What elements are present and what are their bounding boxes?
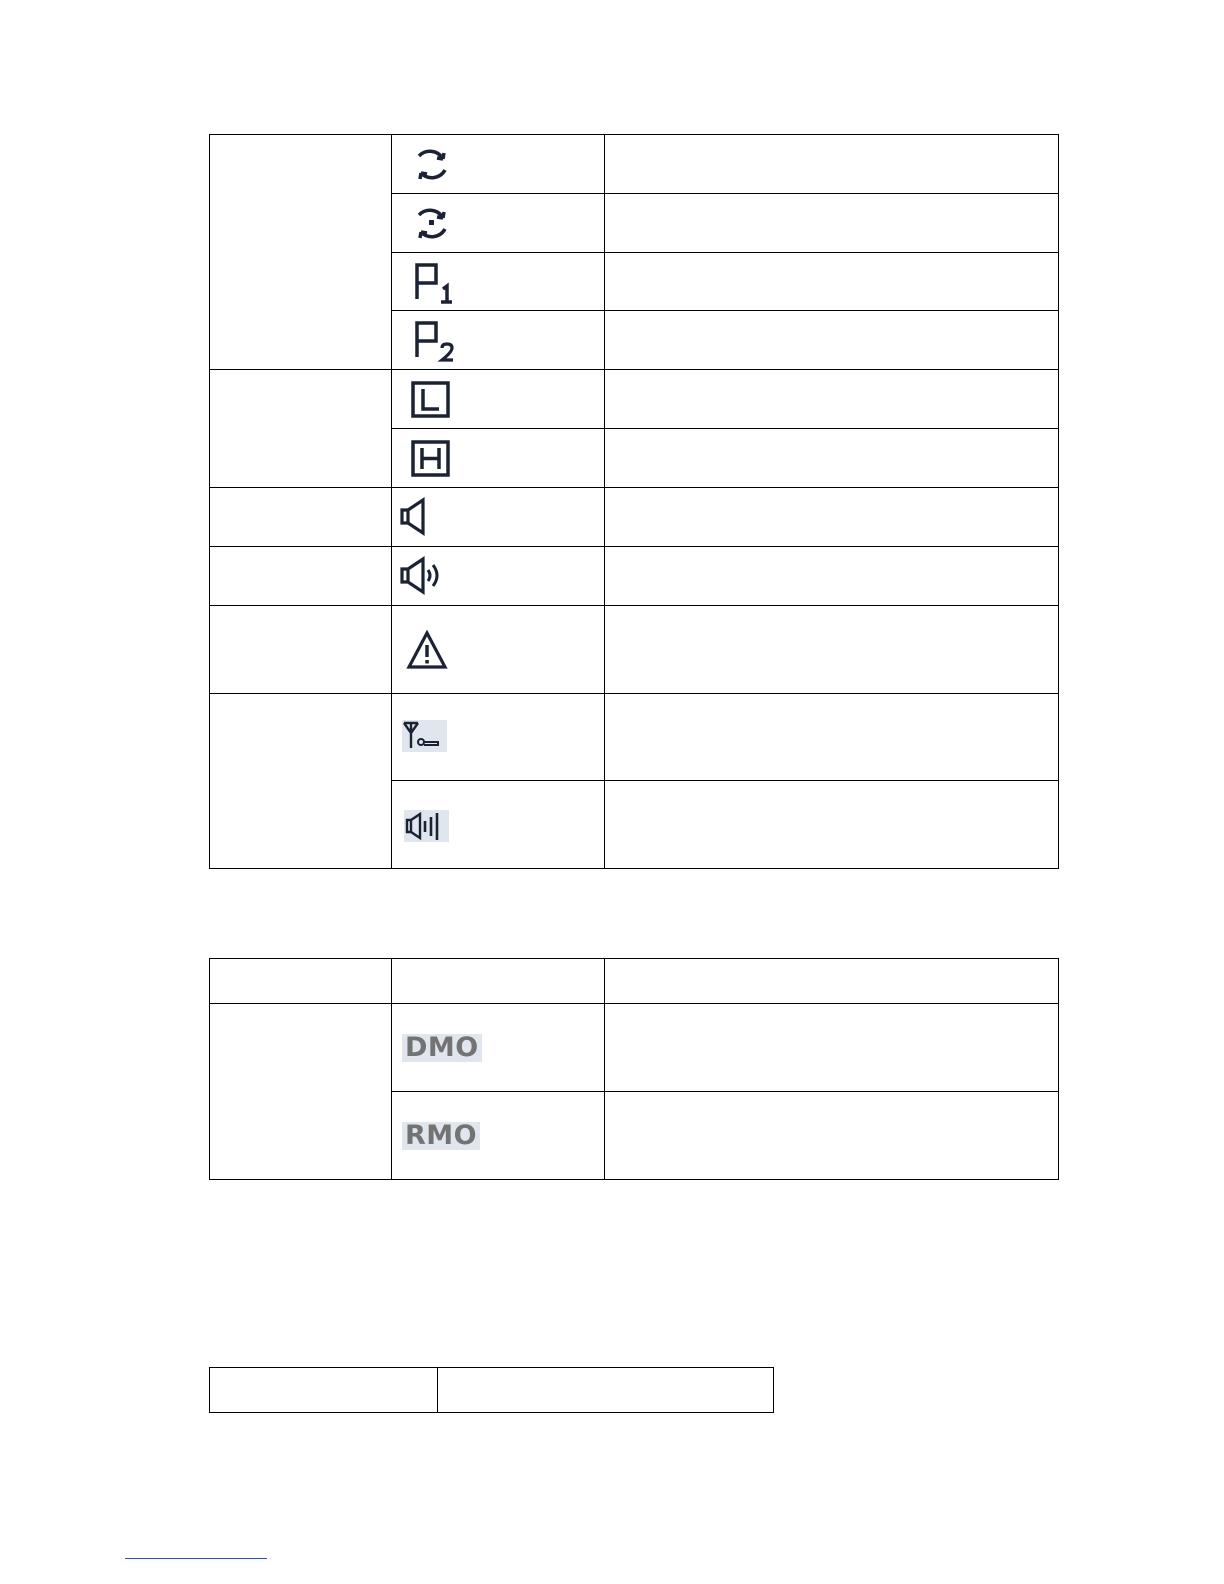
p2-icon — [392, 317, 462, 363]
speaker-loud-icon — [392, 554, 452, 598]
description-cell — [605, 429, 1059, 488]
p1-icon — [392, 259, 462, 305]
group-cell-1 — [210, 135, 392, 370]
warning-triangle-icon — [392, 625, 452, 675]
speaker-bars-icon — [392, 803, 452, 847]
description-cell — [605, 370, 1059, 429]
description-cell — [605, 606, 1059, 694]
description-cell — [605, 781, 1059, 869]
sync-arrows-icon — [392, 142, 452, 186]
empty-cell — [210, 1368, 438, 1413]
description-cell — [605, 694, 1059, 781]
description-cell — [605, 194, 1059, 253]
description-cell — [605, 488, 1059, 547]
header-cell — [605, 959, 1059, 1004]
header-cell — [392, 959, 605, 1004]
description-cell — [605, 311, 1059, 370]
footnote-rule — [125, 1558, 267, 1559]
description-cell — [605, 1092, 1059, 1180]
icon-table — [209, 134, 1059, 869]
sync-arrows-dot-icon — [392, 201, 452, 245]
small-table — [209, 1367, 774, 1413]
group-cell-6 — [210, 694, 392, 869]
rmo-badge: RMO — [402, 1122, 480, 1150]
empty-cell — [438, 1368, 774, 1413]
header-cell — [210, 959, 392, 1004]
group-cell-3 — [210, 488, 392, 547]
description-cell — [605, 253, 1059, 311]
dmo-badge: DMO — [402, 1034, 482, 1062]
boxed-l-icon — [392, 377, 452, 421]
group-cell-5 — [210, 606, 392, 694]
group-cell-4 — [210, 547, 392, 606]
group-cell-mode — [210, 1004, 392, 1180]
mode-table — [209, 958, 1059, 1180]
description-cell — [605, 1004, 1059, 1092]
description-cell — [605, 547, 1059, 606]
description-cell — [605, 135, 1059, 194]
antenna-key-icon — [392, 715, 452, 759]
boxed-h-icon — [392, 436, 452, 480]
group-cell-2 — [210, 370, 392, 488]
speaker-icon — [392, 495, 452, 539]
